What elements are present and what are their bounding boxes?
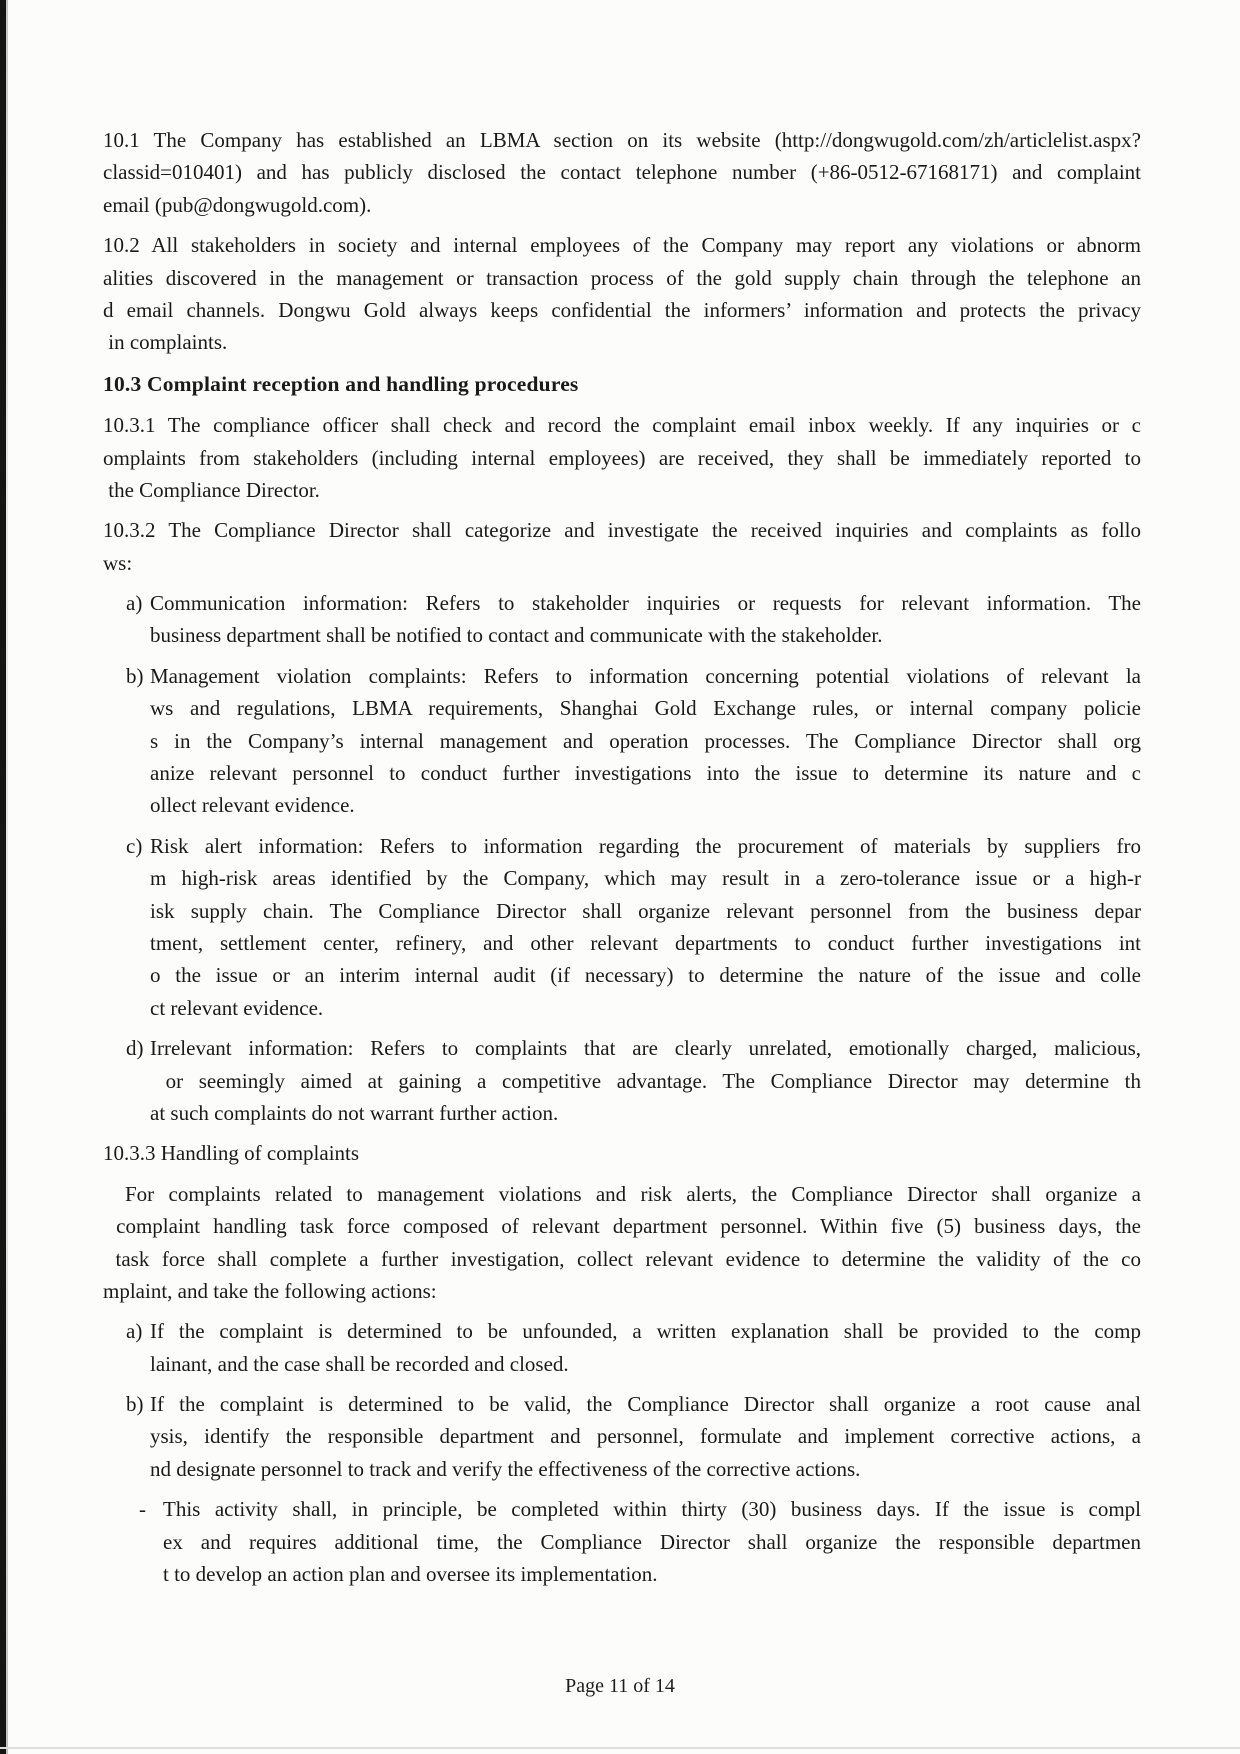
text-line: omplaints from stakeholders (including internal employees) are received, they shall be immediately reported to [103,445,1141,470]
page-footer: Page 11 of 14 [565,1675,675,1697]
para-10-3-3 [103,1137,1141,1169]
text-line: email (pub@dongwugold.com). [103,192,372,217]
text-line: m high-risk areas identified by the Company, which may result in a zero-tolerance issue or a high-r [150,866,1141,891]
text-line: ex and requires additional time, the Compliance Director shall organize the responsible departmen [163,1529,1141,1554]
text-line: Management violation complaints: Refers to information concerning potential violations of relevant la [150,663,1141,688]
scan-edge-left [0,0,6,1754]
text-line: ollect relevant evidence. [150,793,355,818]
list-item-a-unfounded [103,1315,1141,1380]
text-line: task force shall complete a further investigation, collect relevant evidence to determine the validity of the co [103,1246,1141,1271]
list-marker: d) [126,1036,144,1061]
text-line: Communication information: Refers to stakeholder inquiries or requests for relevant information. The [150,591,1141,616]
text-line: in complaints. [103,330,228,355]
list-marker: c) [126,833,143,858]
text-line: tment, settlement center, refinery, and other relevant departments to conduct further investigations int [150,931,1141,955]
text-line: classid=010401) and has publicly disclosed the contact telephone number (+86-0512-67168171) and complaint [103,160,1141,185]
text-line: isk supply chain. The Compliance Director shall organize relevant personnel from the business depar [150,898,1141,923]
list-item-d-irrelevant [103,1032,1141,1129]
text-line: d email channels. Dongwu Gold always keeps confidential the informers’ information and protects the privacy [103,297,1141,322]
text-line: o the issue or an interim internal audit (if necessary) to determine the nature of the issue and colle [150,963,1141,988]
text-line: t to develop an action plan and oversee its implementation. [163,1562,658,1587]
text-line: or seemingly aimed at gaining a competitive advantage. The Compliance Director may determine th [150,1068,1141,1093]
text-line: complaint handling task force composed of relevant department personnel. Within five (5) business days, the [103,1214,1141,1239]
list-item-a-communication [103,587,1141,652]
text-line: the Compliance Director. [103,477,320,502]
list-marker: a) [126,591,143,616]
list-marker: b) [126,1392,144,1417]
heading-10-3: 10.3 Complaint reception and handling procedures [103,371,579,396]
text-line: Risk alert information: Refers to information regarding the procurement of materials by suppliers fro [150,833,1141,858]
text-line: s in the Company’s internal management and operation processes. The Compliance Director shall org [150,728,1141,753]
text-line: If the complaint is determined to be valid, the Compliance Director shall organize a root cause anal [150,1392,1141,1417]
text-line: This activity shall, in principle, be completed within thirty (30) business days. If the issue is compl [163,1497,1141,1522]
text-line: 10.3.1 The compliance officer shall check and record the complaint email inbox weekly. If any inquiries or c [103,413,1141,438]
list-item-c-risk-alert [103,830,1141,1024]
text-line: Irrelevant information: Refers to complaints that are clearly unrelated, emotionally charged, malicious, [150,1036,1141,1061]
list-item-dash-timeline [103,1493,1141,1590]
para-10-3-1 [103,409,1141,506]
para-complaint-task-force [103,1178,1141,1308]
text-line: 10.3.3 Handling of complaints [103,1141,360,1166]
text-line: ws and regulations, LBMA requirements, Shanghai Gold Exchange rules, or internal company policie [150,696,1141,721]
text-line: If the complaint is determined to be unfounded, a written explanation shall be provided to the comp [150,1319,1141,1344]
document-body [103,124,1141,1598]
text-line: ws: [103,550,133,575]
para-10-1 [103,124,1141,221]
text-line: anize relevant personnel to conduct further investigations into the issue to determine its nature and c [150,761,1141,786]
text-line: 10.3.2 The Compliance Director shall categorize and investigate the received inquiries and complaints as follo [103,518,1141,543]
text-line: at such complaints do not warrant further action. [150,1100,559,1125]
text-line: 10.2 All stakeholders in society and internal employees of the Company may report any violations or abnorm [103,233,1141,258]
list-marker: - [139,1497,146,1522]
text-line: ct relevant evidence. [150,995,324,1020]
text-line: 10.1 The Company has established an LBMA section on its website (http://dongwugold.com/zh/articlelist.aspx? [103,128,1141,152]
scan-edge-bottom [0,1747,1240,1749]
text-line: alities discovered in the management or transaction process of the gold supply chain through the telephone an [103,265,1141,290]
text-line: mplaint, and take the following actions: [103,1278,437,1303]
text-line: ysis, identify the responsible department and personnel, formulate and implement corrective actions, a [150,1424,1141,1449]
list-item-b-management-violation [103,660,1141,822]
list-marker: b) [126,663,144,688]
text-line: business department shall be notified to contact and communicate with the stakeholder. [150,623,883,648]
para-10-2 [103,229,1141,359]
para-10-3-2 [103,514,1141,579]
text-line: lainant, and the case shall be recorded and closed. [150,1351,569,1376]
list-marker: a) [126,1319,143,1344]
text-line: For complaints related to management violations and risk alerts, the Compliance Director shall organize a [125,1181,1141,1206]
text-line: nd designate personnel to track and verify the effectiveness of the corrective actions. [150,1456,861,1481]
list-item-b-valid [103,1388,1141,1485]
